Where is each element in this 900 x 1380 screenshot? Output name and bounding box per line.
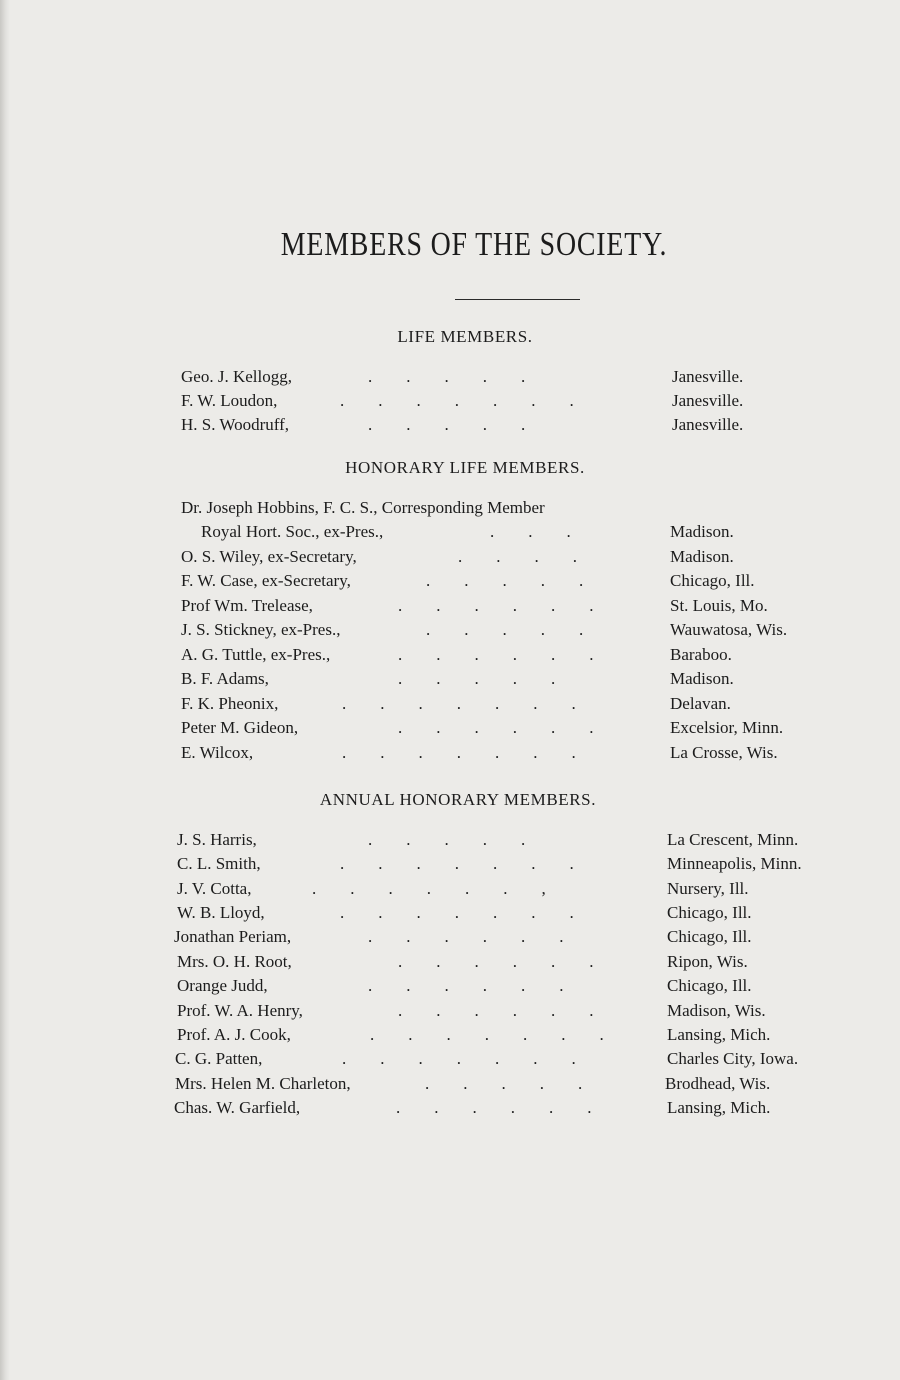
member-place: Chicago, Ill.: [670, 571, 755, 590]
leader-dots: . . . . . .: [398, 1001, 594, 1020]
leader-dots: . . . .: [458, 547, 577, 566]
member-name: Mrs. O. H. Root,: [177, 952, 292, 971]
member-place: Baraboo.: [670, 645, 732, 664]
member-name: E. Wilcox,: [181, 743, 254, 762]
member-entry: [0, 952, 900, 976]
member-first-line: Dr. Joseph Hobbins, F. C. S., Corresponding Member: [181, 498, 545, 517]
section-heading-honorary-life-members: HONORARY LIFE MEMBERS.: [345, 458, 585, 477]
member-name: J. V. Cotta,: [177, 879, 252, 898]
leader-dots: . . . . . . .: [340, 854, 574, 873]
member-entry: [0, 1074, 900, 1098]
member-name: C. L. Smith,: [177, 854, 261, 873]
member-name: W. B. Lloyd,: [177, 903, 265, 922]
member-name: Chas. W. Garfield,: [174, 1098, 301, 1117]
member-name: J. S. Harris,: [177, 830, 257, 849]
member-place: Excelsior, Minn.: [670, 718, 784, 737]
member-name: F. K. Pheonix,: [181, 694, 279, 713]
member-place: Charles City, Iowa.: [667, 1049, 799, 1068]
member-place: Chicago, Ill.: [667, 903, 752, 922]
member-name: Prof. A. J. Cook,: [177, 1025, 291, 1044]
member-entry: [0, 854, 900, 878]
member-entry: [0, 879, 900, 903]
leader-dots: . . . . . . .: [340, 391, 574, 410]
member-place: Wauwatosa, Wis.: [670, 620, 788, 639]
member-place: Lansing, Mich.: [667, 1025, 771, 1044]
leader-dots: . . . . . .: [398, 645, 594, 664]
member-name: H. S. Woodruff,: [181, 415, 290, 434]
member-entry: [0, 391, 900, 415]
leader-dots: . . . . . .: [398, 718, 594, 737]
leader-dots: . . . . .: [368, 367, 526, 386]
member-entry: [0, 927, 900, 951]
member-place: Madison, Wis.: [667, 1001, 766, 1020]
member-place: Chicago, Ill.: [667, 927, 752, 946]
leader-dots: . . . . . .: [398, 952, 594, 971]
member-entry: [0, 718, 900, 742]
member-entry: [0, 1098, 900, 1122]
member-place: Ripon, Wis.: [667, 952, 748, 971]
leader-dots: . . . . . .: [368, 976, 564, 995]
leader-dots: . . . . .: [368, 830, 526, 849]
leader-dots: . . . . . . .: [340, 903, 574, 922]
leader-dots: . . . . .: [368, 415, 526, 434]
member-name: Orange Judd,: [177, 976, 268, 995]
member-place: Madison.: [670, 547, 734, 566]
leader-dots: . . . . . . .: [370, 1025, 604, 1044]
member-entry: [0, 1025, 900, 1049]
page-title: MEMBERS OF THE SOCIETY.: [280, 226, 668, 263]
member-entry: [0, 547, 900, 571]
member-name: A. G. Tuttle, ex-Pres.,: [181, 645, 331, 664]
member-entry: [0, 903, 900, 927]
leader-dots: . . . . .: [398, 669, 556, 688]
member-name: Prof. W. A. Henry,: [177, 1001, 303, 1020]
member-entry: [0, 367, 900, 391]
member-name: J. S. Stickney, ex-Pres.,: [181, 620, 341, 639]
leader-dots: . . . . . . .: [342, 694, 576, 713]
member-place: Janesville.: [672, 415, 744, 434]
section-heading-annual-honorary-members: ANNUAL HONORARY MEMBERS.: [319, 790, 597, 809]
member-place: Madison.: [670, 669, 734, 688]
leader-dots: . . . . . . ,: [312, 879, 546, 898]
member-entry: [0, 415, 900, 439]
leader-dots: . . . . . .: [368, 927, 564, 946]
member-place: La Crescent, Minn.: [667, 830, 799, 849]
member-name: Prof Wm. Trelease,: [181, 596, 313, 615]
member-place: Janesville.: [672, 391, 744, 410]
title-rule: [455, 299, 580, 300]
leader-dots: . . . . .: [426, 571, 584, 590]
section-heading-life-members: LIFE MEMBERS.: [397, 327, 533, 346]
member-entry: [0, 976, 900, 1000]
member-entry: [0, 645, 900, 669]
member-place: La Crosse, Wis.: [670, 743, 778, 762]
member-name: Royal Hort. Soc., ex-Pres.,: [201, 522, 384, 541]
member-place: Delavan.: [670, 694, 731, 713]
member-name: Mrs. Helen M. Charleton,: [175, 1074, 351, 1093]
leader-dots: . . . . .: [426, 620, 584, 639]
member-entry: [0, 571, 900, 595]
leader-dots: . . . . . . .: [342, 743, 576, 762]
member-entry: [0, 522, 900, 546]
member-place: Minneapolis, Minn.: [667, 854, 802, 873]
member-entry: [0, 669, 900, 693]
member-entry: [0, 1049, 900, 1073]
leader-dots: . . . . .: [425, 1074, 583, 1093]
member-name: C. G. Patten,: [175, 1049, 263, 1068]
member-entry: [0, 620, 900, 644]
member-name: B. F. Adams,: [181, 669, 269, 688]
member-entry: [0, 1001, 900, 1025]
member-name: O. S. Wiley, ex-Secretary,: [181, 547, 357, 566]
member-place: Madison.: [670, 522, 734, 541]
leader-dots: . . . . . .: [398, 596, 594, 615]
member-entry: [0, 596, 900, 620]
member-place: Nursery, Ill.: [667, 879, 749, 898]
member-place: Chicago, Ill.: [667, 976, 752, 995]
member-name: Jonathan Periam,: [174, 927, 292, 946]
member-entry: [0, 694, 900, 718]
member-name: F. W. Loudon,: [181, 391, 278, 410]
member-name: Peter M. Gideon,: [181, 718, 299, 737]
leader-dots: . . . . . . .: [342, 1049, 576, 1068]
leader-dots: . . . . . .: [396, 1098, 592, 1117]
member-place: Janesville.: [672, 367, 744, 386]
member-name: Geo. J. Kellogg,: [181, 367, 292, 386]
leader-dots: . . .: [490, 522, 571, 541]
member-place: Brodhead, Wis.: [665, 1074, 771, 1093]
member-place: St. Louis, Mo.: [670, 596, 768, 615]
member-place: Lansing, Mich.: [667, 1098, 771, 1117]
member-entry: [0, 743, 900, 767]
member-name: F. W. Case, ex-Secretary,: [181, 571, 351, 590]
member-entry: [0, 830, 900, 854]
